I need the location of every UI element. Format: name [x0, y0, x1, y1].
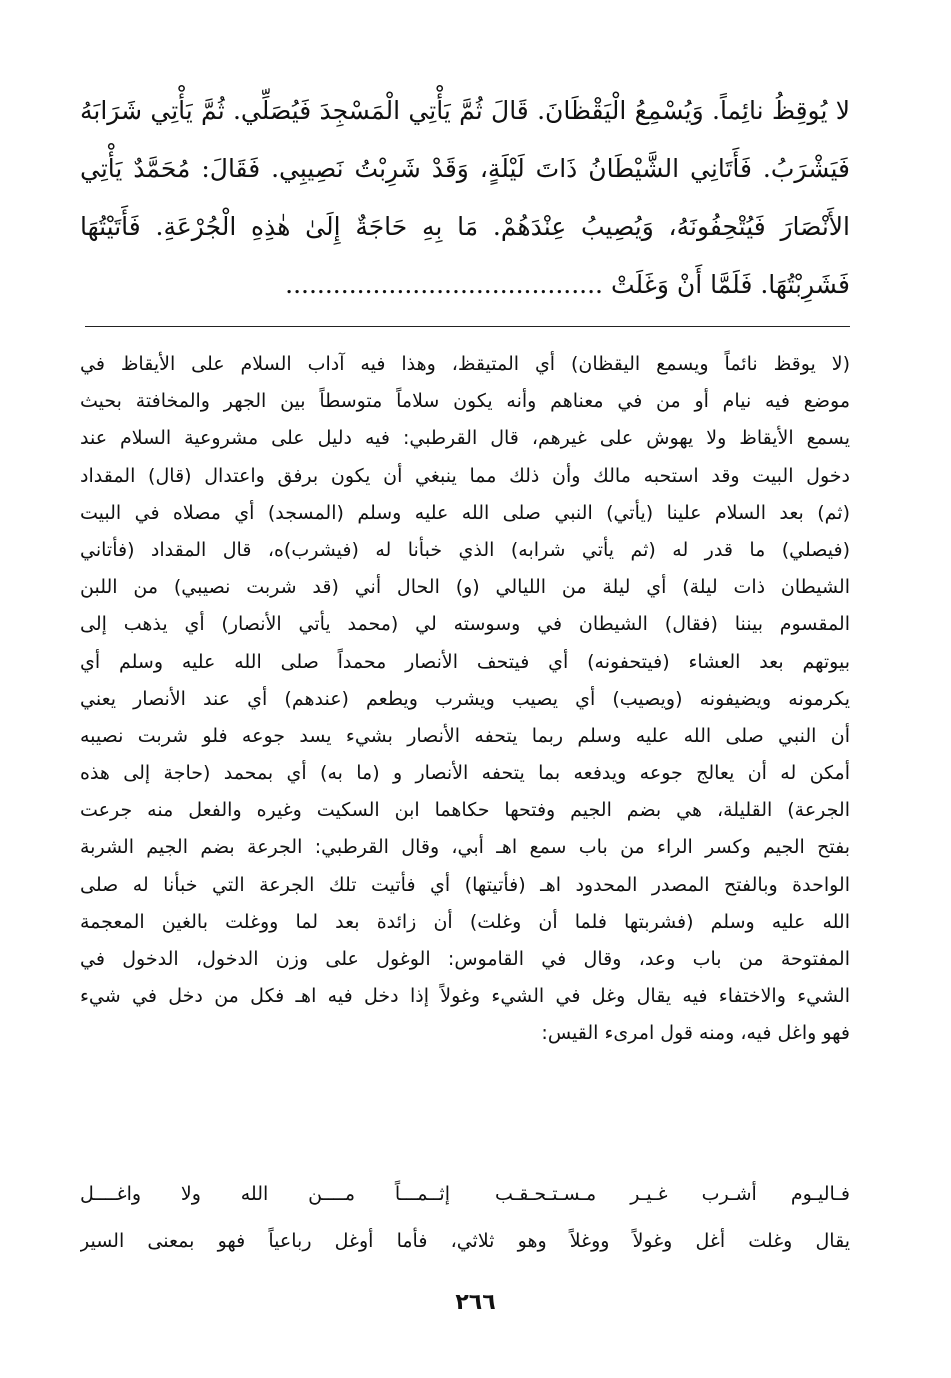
commentary-line: (لا يوقظ نائماً ويسمع اليقظان) أي المتيقظ، وهذا فيه آداب السلام على الأيقاظ في: [80, 353, 850, 375]
commentary-line: دخول البيت وقد استحبه مالك وأن ذلك مما ينبغي أن يكون برفق واعتدال (قال) المقداد: [80, 464, 850, 487]
commentary-line: المقسوم بيننا (فقال) الشيطان في وسوسته لي (محمد يأتي الأنصار) أي يذهب إلى: [80, 613, 850, 636]
commentary-line: أمكن له أن يعالج جوعه ويدفعه بما يتحفه الأنصار و (ما به) أي بمحمد (حاجة إلى هذه: [80, 762, 850, 785]
commentary-line: الشيء والاختفاء فيه يقال وغل في الشيء وغولاً إذا دخل فيه اهـ فكل من دخل في شيء: [80, 985, 850, 1008]
commentary-line: يكرمونه ويضيفونه (ويصيب) أي يصيب ويشرب ويطعم (عندهم) أي عند الأنصار يعني: [80, 687, 850, 710]
commentary-line-after-poem: يقال وغلت أغل وغولاً ووغلاً وهو ثلاثي، فأما أوغل رباعياً فهو بمعنى السير: [80, 1230, 850, 1252]
commentary-line: (فيصلي) ما قدر له (ثم يأتي شرابه) الذي خبأنا له (فيشرب)ه، قال المقداد (فأتاني: [80, 538, 850, 561]
commentary-line: بفتح الجيم وكسر الراء من باب سمع اهـ أبي، وقال القرطبي: الجرعة بضم الجيم الشربة: [80, 836, 850, 859]
hadith-text-block: [80, 82, 850, 314]
hadith-line: فَشَرِبْتُهَا. فَلَمَّا أَنْ وَغَلَتْ ........................................: [285, 270, 850, 299]
hadith-line: لا يُوقِظُ نائِماً. وَيُسْمِعُ الْيَقْظَانَ. قَالَ ثُمَّ يَأْتِي الْمَسْجِدَ فَيُصَلِّي. ثُمَّ يَأْتِي شَرَابَهُ: [80, 96, 850, 125]
hadith-line: الأَنْصَارَ فَيُتْحِفُونَهُ، وَيُصِيبُ عِنْدَهُمْ. مَا بِهِ حَاجَةٌ إِلَىٰ هٰذِهِ الْجُرْعَةِ. فَأَتَيْتُهَا: [80, 212, 850, 241]
commentary-line: الله عليه وسلم (فشربتها فلما أن وغلت) أن زائدة بعد لما ووغلت بالغين المعجمة: [80, 910, 850, 933]
section-divider: [85, 326, 850, 327]
hadith-line: فَيَشْرَبُ. فَأَتَانِي الشَّيْطَانُ ذَاتَ لَيْلَةٍ، وَقَدْ شَرِبْتُ نَصِيبِي. فَقَالَ: مُحَمَّدٌ يَأْتِي: [80, 154, 850, 183]
commentary-line: الجرعة) القليلة، هي بضم الجيم وفتحها حكاهما ابن السكيت وغيره والفعل منه جرعت: [80, 799, 850, 822]
page-number: ٢٦٦: [455, 1290, 496, 1315]
commentary-line: (ثم) بعد السلام علينا (يأتي) النبي صلى الله عليه وسلم (المسجد) أي مصلاه في البيت: [80, 501, 850, 524]
commentary-line: يسمع الأيقاظ ولا يهوش على غيرهم، قال القرطبي: فيه دليل على مشروعية السلام عند: [80, 427, 850, 450]
poem-first-hemistich: فـاليـوم أشـرب غـيـر مـسـتـحـقـب: [495, 1183, 850, 1205]
commentary-line: الواحدة وبالفتح المصدر المحدود اهـ (فأتيتها) أي فأتيت تلك الجرعة التي خبأنا له صلى: [80, 873, 850, 896]
commentary-line: فهو واغل فيه، ومنه قول امرىء القيس:: [541, 1022, 850, 1045]
commentary-line: موضع فيه نيام أو من في معناهم وأنه يكون سلاماً متوسطاً بين الجهر والمخافتة بحيث: [80, 390, 850, 413]
commentary-line: أن النبي صلى الله عليه وسلم ربما يتحفه الأنصار بشيء يسد جوعه فلو شربت نصيبه: [80, 724, 850, 747]
commentary-text-block: [80, 346, 850, 1053]
poem-second-hemistich: إثــمـــاً مــــن الله ولا واغــــل: [80, 1183, 450, 1205]
commentary-line: المفتوحة من باب وعد، وقال في القاموس: الوغول على وزن الدخول، الدخول في: [80, 948, 850, 970]
poem-verse: [80, 1175, 850, 1213]
commentary-line: الشيطان ذات ليلة) أي ليلة من الليالي (و) الحال أني (قد شربت نصيبي) من اللبن: [80, 576, 850, 599]
commentary-line: بيوتهم بعد العشاء (فيتحفونه) أي فيتحف الأنصار محمداً صلى الله عليه وسلم أي: [80, 650, 850, 673]
